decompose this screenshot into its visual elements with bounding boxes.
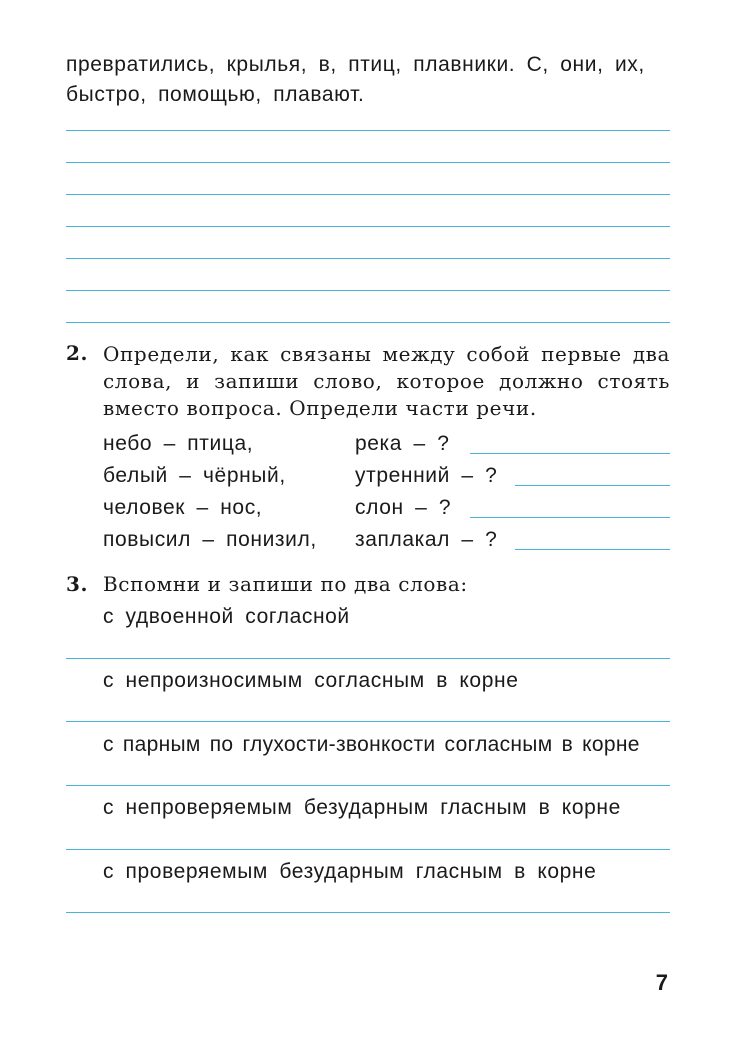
prompt-answer-line-4[interactable] [66, 849, 670, 850]
prompt-2: с непроизносимым согласным в корне [103, 669, 519, 692]
answer-line-2[interactable] [66, 162, 670, 163]
prompt-5: с проверяемым безударным гласным в корне [103, 860, 597, 883]
prompt-3: с парным по глухости-звонкости согласным в корне [103, 733, 640, 756]
pair-4: повысил – понизил, [103, 528, 317, 551]
target-answer-line-3[interactable] [470, 517, 670, 518]
task2-line-1: Определи, как связаны между собой первые два [103, 342, 670, 366]
prompt-answer-line-2[interactable] [66, 721, 670, 722]
prompt-answer-line-5[interactable] [66, 912, 670, 913]
prompt-4: с непроверяемым безударным гласным в корне [103, 796, 621, 819]
intro-text [66, 50, 670, 110]
intro-line-2: быстро, помощью, плавают. [66, 83, 365, 106]
task3-number: 3. [66, 572, 89, 596]
task2-line-3: вместо вопроса. Определи части речи. [103, 396, 537, 420]
answer-line-6[interactable] [66, 290, 670, 291]
target-answer-line-2[interactable] [515, 485, 670, 486]
prompt-answer-line-1[interactable] [66, 658, 670, 659]
target-2: утренний – ? [355, 464, 498, 487]
target-1: река – ? [355, 432, 450, 455]
target-3: слон – ? [355, 496, 452, 519]
task2-line-2: слова, и запиши слово, которое должно стоять [103, 369, 670, 393]
answer-line-7[interactable] [66, 322, 670, 323]
target-answer-line-4[interactable] [515, 549, 670, 550]
intro-line-1: превратились, крылья, в, птиц, плавники. С, они, их, [66, 53, 645, 76]
page-number: 7 [655, 970, 668, 995]
target-answer-line-1[interactable] [470, 453, 670, 454]
answer-line-1[interactable] [66, 130, 670, 131]
pair-1: небо – птица, [103, 432, 254, 455]
pair-3: человек – нос, [103, 496, 263, 519]
task2-instructions [103, 341, 670, 422]
target-4: заплакал – ? [355, 528, 498, 551]
pair-2: белый – чёрный, [103, 464, 286, 487]
task2-number: 2. [66, 341, 89, 365]
answer-line-5[interactable] [66, 258, 670, 259]
answer-line-4[interactable] [66, 226, 670, 227]
prompt-1: с удвоенной согласной [103, 605, 350, 628]
prompt-answer-line-3[interactable] [66, 785, 670, 786]
task3-title: Вспомни и запиши по два слова: [103, 572, 468, 596]
answer-line-3[interactable] [66, 194, 670, 195]
